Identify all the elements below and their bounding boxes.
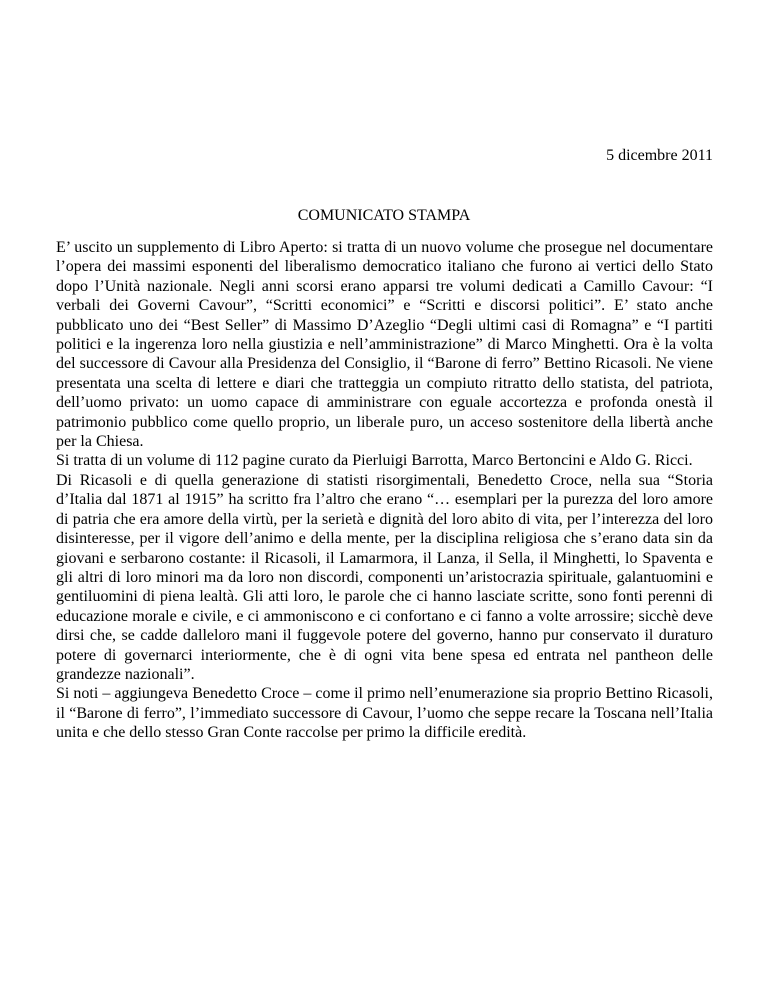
paragraph: Si tratta di un volume di 112 pagine curato da Pierluigi Barrotta, Marco Bertoncini e Aldo G. Ricci. (56, 452, 693, 470)
paragraph: Di Ricasoli e di quella generazione di statisti risorgimentali, Benedetto Croce, nella sua “Storia d’Italia dal 1871 al 1915” ha scritto fra l’altro che erano “… esemplari per la purezza del loro amore di patria che era amore della virtù, per la serietà e dignità del loro abito di vita, per l’interezza del loro disinteresse, per il vigore dell’animo e della mente, per la disciplina religiosa che s’erano data sin da giovani e serbarono costante: il Ricasoli, il Lamarmora, il Lanza, il Sella, il Minghetti, lo Spaventa e gli altri di loro minori ma da loro non discordi, componenti un’aristocrazia spirituale, galantuomini e gentiluomini di piena lealtà. Gli atti loro, le parole che ci hanno lasciate scritte, sono fonti perenni di educazione morale e civile, e ci ammoniscono e ci confortano e ci fanno a volte arrossire; sicchè deve dirsi che, se cadde dalleloro mani il fuggevole potere del governo, hanno pur conservato il duraturo potere di governarci interiormente, che è di ogni vita bene spesa ed entrata nel pantheon delle grandezze nazionali”. (56, 471, 713, 683)
document-date: 5 dicembre 2011 (606, 147, 713, 164)
document-body (56, 238, 713, 743)
document-heading: COMUNICATO STAMPA (297, 207, 471, 224)
paragraph: E’ uscito un supplemento di Libro Aperto: si tratta di un nuovo volume che prosegue nel documentare l’opera dei massimi esponenti del liberalismo democratico italiano che furono ai vertici dello Stato dopo l’Unità nazionale. Negli anni scorsi erano apparsi tre volumi dedicati a Camillo Cavour: “I verbali dei Governi Cavour”, “Scritti economici” e “Scritti e discorsi politici”. E’ stato anche pubblicato uno dei “Best Seller” di Massimo D’Azeglio “Degli ultimi casi di Romagna” e “I partiti politici e la ingerenza loro nella giustizia e nell’amministrazione” di Marco Minghetti. Ora è la volta del successore di Cavour alla Presidenza del Consiglio, il “Barone di ferro” Bettino Ricasoli. Ne viene presentata una scelta di lettere e diari che tratteggia un compiuto ritratto dello statista, del patriota, dell’uomo privato: un uomo capace di amministrare con eguale accortezza e profonda onestà il patrimonio pubblico come quello proprio, un liberale puro, un acceso sostenitore della libertà anche per la Chiesa. (56, 239, 713, 451)
paragraph: Si noti – aggiungeva Benedetto Croce – come il primo nell’enumerazione sia proprio Bettino Ricasoli, il “Barone di ferro”, l’immediato successore di Cavour, l’uomo che seppe recare la Toscana nell’Italia unita e che dello stesso Gran Conte raccolse per primo la difficile eredità. (56, 685, 713, 742)
